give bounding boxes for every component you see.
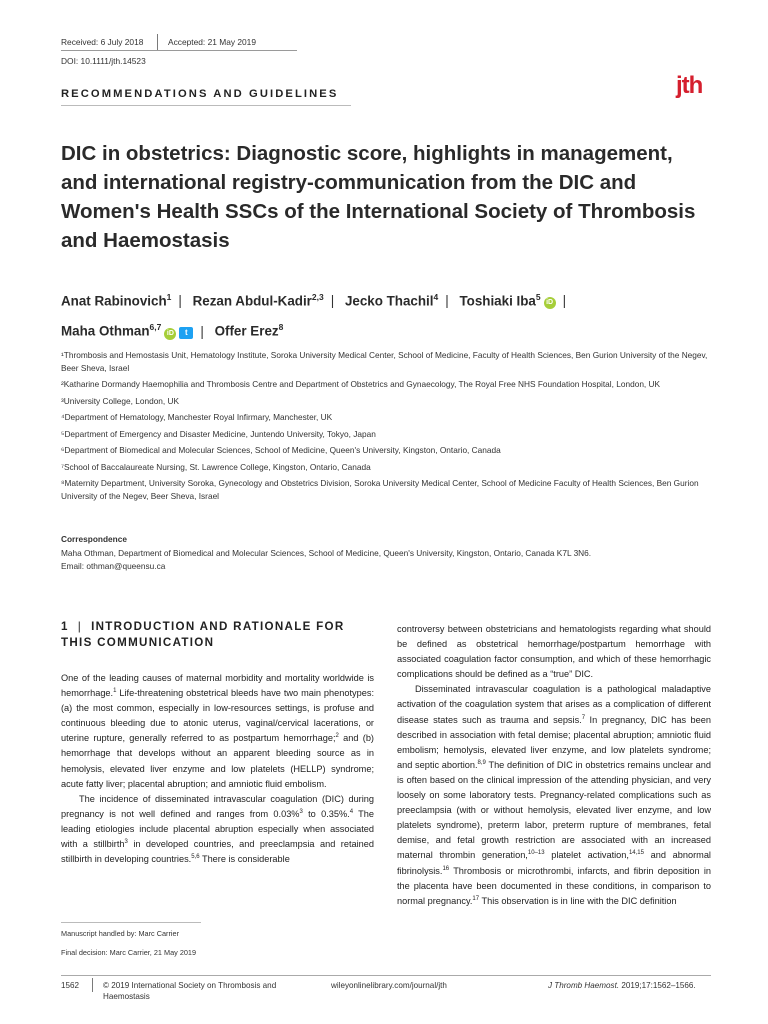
author-affil-sup: 6,7	[149, 322, 162, 333]
author-name[interactable]: Rezan Abdul-Kadir	[192, 293, 312, 309]
citation-detail: 2019;17:1562–1566.	[621, 981, 696, 990]
page-number: 1562	[61, 981, 80, 990]
correspondence-address: Maha Othman, Department of Biomedical and Molecular Sciences, School of Medicine, Queen's University, Kingston, Ontario, Canada K7L 3N6.	[61, 548, 592, 558]
section-separator: |	[77, 620, 83, 633]
affiliation: ⁶Department of Biomedical and Molecular Sciences, School of Medicine, Queen's University, Kingston, Ontario, Canada	[61, 445, 501, 455]
affiliation: ¹Thrombosis and Hemostasis Unit, Hematology Institute, Soroka University Medical Center, School of Medicine, Faculty of Health Sciences, Ben Gurion University of the Negev, Beer Sheva, Israel	[61, 350, 708, 373]
journal-citation	[548, 980, 696, 991]
article-type-label: RECOMMENDATIONS AND GUIDELINES	[61, 88, 339, 100]
journal-url[interactable]: wileyonlinelibrary.com/journal/jth	[331, 981, 447, 990]
author-affil-sup: 4	[433, 292, 439, 302]
affiliation: ⁸Maternity Department, University Soroka, Gynecology and Obstetrics Division, Soroka University Medical Center, School of Medicine Faculty of Health Sciences, Ben Gurion University of the Negev, Beer Sheva, Israel	[61, 478, 699, 501]
journal-abbrev: J Thromb Haemost.	[548, 981, 620, 990]
correspondence-heading: Correspondence	[61, 534, 127, 544]
orcid-icon[interactable]: iD	[544, 297, 556, 309]
author-separator: |	[200, 323, 204, 339]
section-number: 1	[61, 620, 69, 633]
accepted-date: Accepted: 21 May 2019	[168, 37, 256, 47]
footnote-decision: Final decision: Marc Carrier, 21 May 2019	[61, 948, 197, 957]
footnote-handled: Manuscript handled by: Marc Carrier	[61, 929, 180, 938]
body-column-right	[397, 622, 711, 909]
body-paragraph: One of the leading causes of maternal morbidity and mortality worldwide is hemorrhage.$^1$ Life‐threatening obstetrical bleeds have two main phenotypes: (a) the most common, especially in low‐resources settings, is profuse and continuous bleeding due to atonic uterus, vaginal/cervical lacerations, or uterine rupture, generally referred to as postpartum hemorrhage;$^2$ and (b) hemorrhage that develops without an apparent bleeding source as in hemolysis, elevated liver enzyme and low platelets (HELLP) syndrome; acute fatty liver; placental abruption; and amniotic fluid embolism.	[61, 673, 374, 789]
author-name[interactable]: Offer Erez	[214, 323, 279, 339]
header-divider	[157, 34, 158, 50]
author-name[interactable]: Maha Othman	[61, 323, 150, 339]
affiliation: ³University College, London, UK	[61, 395, 180, 406]
correspondence-block	[61, 547, 716, 572]
affiliation: ⁵Department of Emergency and Disaster Medicine, Juntendo University, Tokyo, Japan	[61, 428, 376, 439]
article-title: DIC in obstetrics: Diagnostic score, highlights in management, and international registry-communication from the DIC and Women's Health SSCs of the International Society of Thrombosis and Haemostasis	[61, 142, 696, 252]
twitter-icon[interactable]: t	[179, 327, 193, 339]
footer-divider	[92, 978, 93, 992]
author-affil-sup: 8	[278, 322, 284, 333]
section-heading	[61, 619, 379, 651]
author-separator: |	[178, 293, 182, 309]
author-affil-sup: 1	[166, 292, 172, 302]
body-paragraph: Disseminated intravascular coagulation is a pathological maladaptive activation of the coagulation system that arises as a complication of different disease states such as trauma and sepsis.$^7$ In pregnancy, DIC has been described in association with fetal demise; placental abruption; amniotic fluid embolism; hemolysis, elevated liver enzyme, and low platelets syndrome; and septic abortion.$^{8,9}$ The definition of DIC in obstetrics remains unclear and is often based on the clinical impression of the attending physician, and very loosely on some laboratory tests. Pregnancy‐related complications such as preeclampsia (with or without hemolysis, elevated liver enzyme, and low platelets syndrome), preterm labor, preterm rupture of membranes, fetal demise, and fetal growth restriction are associated with an increased maternal thrombin generation,$^{10-13}$ platelet activation,$^{14,15}$ and abnormal fibrinolysis.$^{16}$ Thrombosis or microthrombi, infarcts, and fibrin deposition in the placenta have been documented in these conditions, in comparison to normal pregnancy.$^{17}$ This observation is in line with the DIC definition	[397, 684, 711, 906]
body-column-left	[61, 671, 374, 867]
author-separator: |	[445, 293, 449, 309]
author-name[interactable]: Jecko Thachil	[344, 293, 434, 309]
footnote-rule	[61, 922, 201, 923]
copyright: © 2019 International Society on Thrombosis and Haemostasis	[103, 981, 277, 1001]
author-list	[61, 284, 711, 345]
affiliation-list	[61, 349, 716, 506]
correspondence-email[interactable]: Email: othman@queensu.ca	[61, 560, 166, 571]
author-name[interactable]: Toshiaki Iba	[459, 293, 536, 309]
body-paragraph: The incidence of disseminated intravascular coagulation (DIC) during pregnancy is not well defined and ranges from 0.03%$^3$ to 0.35%.$^4$ The leading etiologies include placental abruption especially when associated with a stillbirth$^3$ in developed countries, and preeclampsia and retained stillbirth in developing countries.$^{5,6}$ There is considerable	[61, 793, 374, 865]
orcid-icon[interactable]: iD	[164, 328, 176, 340]
section-rule	[61, 105, 351, 106]
affiliation: ⁴Department of Hematology, Manchester Royal Infirmary, Manchester, UK	[61, 412, 333, 422]
author-affil-sup: 5	[535, 292, 541, 302]
received-date: Received: 6 July 2018	[61, 37, 144, 47]
journal-logo: jth	[676, 72, 703, 99]
doi[interactable]: DOI: 10.1111/jth.14523	[61, 56, 146, 66]
author-separator: |	[330, 293, 335, 309]
body-paragraph: controversy between obstetricians and hematologists regarding what should be defined as obstetrical hemorrhage/postpartum hemorrhage with associated coagulation factor consumption, and which of these hemorrhagic complications should be defined as a “true” DIC.	[397, 624, 711, 680]
author-separator: |	[562, 293, 567, 309]
header-rule	[61, 50, 297, 51]
footer-rule	[61, 975, 711, 976]
author-affil-sup: 2,3	[311, 292, 324, 302]
affiliation: ²Katharine Dormandy Haemophilia and Thrombosis Centre and Department of Obstetrics and Gynaecology, The Royal Free NHS Foundation Hospital, London, UK	[61, 379, 661, 389]
section-title: INTRODUCTION AND RATIONALE FOR THIS COMMUNICATION	[61, 620, 345, 649]
affiliation: ⁷School of Baccalaureate Nursing, St. Lawrence College, Kingston, Ontario, Canada	[61, 461, 371, 472]
author-name[interactable]: Anat Rabinovich	[61, 293, 167, 309]
